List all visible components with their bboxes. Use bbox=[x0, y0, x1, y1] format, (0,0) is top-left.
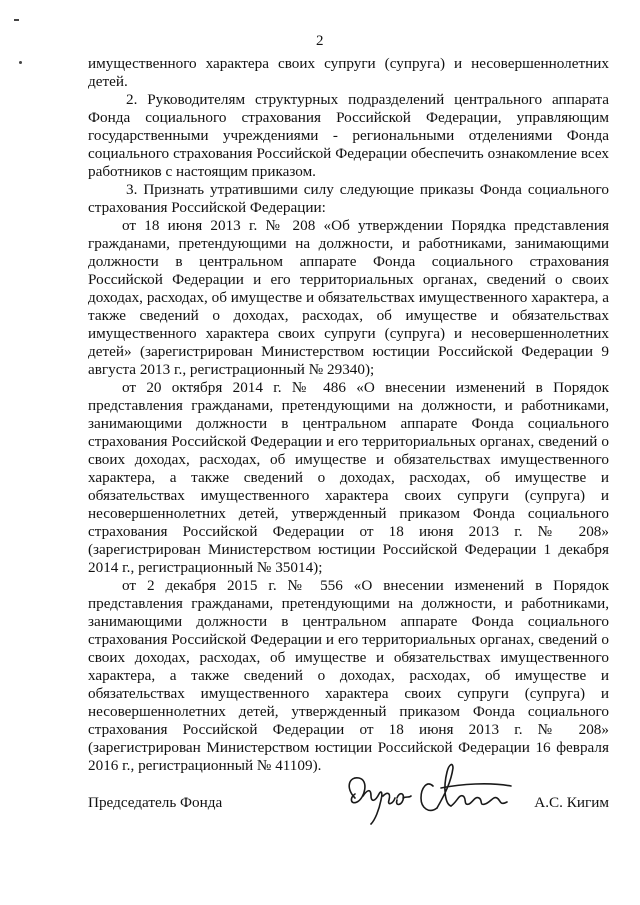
page-number: 2 bbox=[316, 33, 324, 49]
signer-title: Председатель Фонда bbox=[88, 794, 223, 811]
paragraph-item-3: 3. Признать утратившими силу следующие приказы Фонда социального страхования Российской Федерации: bbox=[88, 181, 609, 216]
scan-mark-left bbox=[19, 61, 22, 64]
scan-mark-top bbox=[14, 19, 19, 21]
paragraph-order-208: от 18 июня 2013 г. № 208 «Об утверждении Порядка представления гражданами, претендующими на должности, и работниками, занимающими должности в центральном аппарате Фонда социального страхования Российской Федерации и его территориальных органах, сведений о своих доходах, расходах, об имуществе и обязательствах имущественного характера, а также сведений о доходах, расходах, об имуществе и обязательствах имущественного характера своих супруги (супруга) и несовершеннолетних детей» (зарегистрирован Министерством юстиции Российской Федерации 9 августа 2013 г., регистрационный № 29340); bbox=[88, 217, 609, 378]
paragraph-continued: имущественного характера своих супруги (супруга) и несовершеннолетних детей. bbox=[88, 55, 609, 90]
signature-block bbox=[88, 790, 609, 850]
document-body bbox=[88, 55, 609, 775]
paragraph-order-556: от 2 декабря 2015 г. № 556 «О внесении изменений в Порядок представления гражданами, претендующими на должности, и работниками, занимающими должности в центральном аппарате Фонда социального страхования Российской Федерации и его территориальных органах, сведений о своих доходах, расходах, об имуществе и обязательствах имущественного характера, а также сведений о доходах, расходах, об имуществе и обязательствах имущественного характера своих супруги (супруга) и несовершеннолетних детей, утвержденный приказом Фонда социального страхования Российской Федерации от 18 июня 2013 г. № 208» (зарегистрирован Министерством юстиции Российской Федерации 16 февраля 2016 г., регистрационный № 41109). bbox=[88, 577, 609, 774]
paragraph-order-486: от 20 октября 2014 г. № 486 «О внесении изменений в Порядок представления гражданами, претендующими на должности, и работниками, занимающими должности в центральном аппарате Фонда социального страхования Российской Федерации и его территориальных органах, сведений о своих доходах, расходах, об имуществе и обязательствах имущественного характера, а также сведений о доходах, расходах, об имуществе и обязательствах имущественного характера своих супруги (супруга) и несовершеннолетних детей, утвержденный приказом Фонда социального страхования Российской Федерации от 18 июня 2013 г. № 208» (зарегистрирован Министерством юстиции Российской Федерации 1 декабря 2014 г., регистрационный № 35014); bbox=[88, 379, 609, 576]
handwritten-signature bbox=[341, 758, 531, 830]
signer-name: А.С. Кигим bbox=[534, 794, 609, 811]
paragraph-item-2: 2. Руководителям структурных подразделений центрального аппарата Фонда социального страхования Российской Федерации, управляющим государственными учреждениями - региональными отделениями Фонда социального страхования Российской Федерации обеспечить ознакомление всех работников с настоящим приказом. bbox=[88, 91, 609, 180]
